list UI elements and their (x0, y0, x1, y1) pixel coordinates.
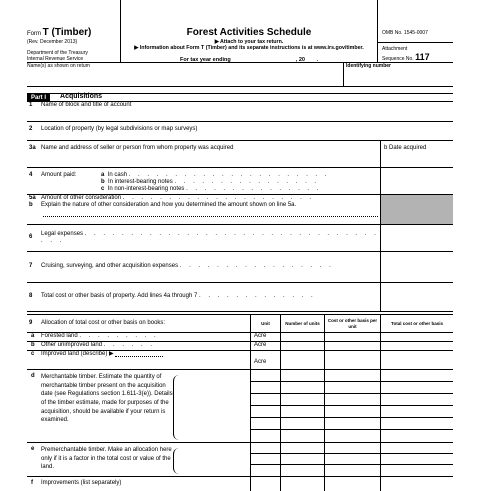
line-9c-cost[interactable] (324, 351, 380, 369)
omb-block (377, 0, 453, 62)
line-4a: a In cash . . . . . . . . . . . . . . . . . . . . . . (101, 172, 330, 178)
line-5: 5a Amount of other consideration . . . . . . . . . . . . . . . . . . . . . b Explain the nature of other consideration and how you determined the amount shown on line 5a. (27, 195, 453, 225)
form-title: Forest Activities Schedule (186, 27, 312, 38)
line-3: 3a Name and address of seller or person from whom property was acquired b Date acquired (27, 141, 453, 168)
brace-icon (173, 448, 181, 474)
line-7: 7 Cruising, surveying, and other acquisition expenses . . . . . . . . . . . . . . . . . (27, 252, 453, 283)
line-9a: a Forested land . . . . . . . . . Acre (27, 333, 453, 342)
line-9-header: 9 Allocation of total cost or other basis on books: Unit Number of units Cost or other basis per unit Total cost or other basis (27, 314, 453, 333)
attachment-sequence: Attachment Sequence No. 117 (382, 46, 430, 62)
line-4b: b In interest-bearing notes . . . . . . . . . . . . . . . . (101, 179, 320, 186)
irs-label: Internal Revenue Service (27, 56, 84, 62)
line-5b-explain-field[interactable] (43, 213, 378, 217)
line-9c-total[interactable] (380, 351, 453, 369)
line-9b-cost[interactable] (324, 342, 380, 350)
line-9f-grid[interactable] (250, 477, 453, 491)
line-9a-cost[interactable] (324, 333, 380, 341)
col-number-of-units: Number of units (280, 315, 324, 332)
seller-field[interactable]: Name and address of seller or person from whom property was acquired (41, 145, 234, 151)
line-8-amount[interactable] (380, 283, 453, 311)
line-5a: Amount of other consideration . . . . . . . . . . . . . . . . . . . . . (41, 195, 315, 201)
date-acquired-field[interactable]: b Date acquired (380, 141, 453, 167)
form-number: Form T (Timber) (27, 27, 92, 38)
line-9e: e Premerchantable timber. Make an allocation here only if it is a factor in the total cost or value of the land. (27, 443, 453, 477)
line-5b: Explain the nature of other consideration and how you determined the amount shown on line 5a. (41, 202, 297, 209)
dept-treasury: Department of the Treasury (27, 50, 88, 56)
line-9d: d Merchantable timber. Estimate the quantity of merchantable timber present on the acquisition date (see Regulations section 1.611-3(e)). Details of the timber estimate, made for purposes of the acquisition, should be available if your return is examined. (27, 370, 453, 443)
line-8: 8 Total cost or other basis of property. Add lines 4a through 7 . . . . . . . . . . . . . (27, 283, 453, 312)
line-4: 4 Amount paid: a In cash . . . . . . . . . . . . . . . . . . . . . . b In interest-bearing notes . . . . . . . . . . . . . . . . c In non-interest-bearing notes . . . . . . . . . . . . . . . (27, 168, 453, 195)
line-9c-describe-field[interactable] (115, 351, 163, 357)
line-9b-total[interactable] (380, 342, 453, 350)
line-9b: b Other unimproved land . . . . . . Acre (27, 342, 453, 351)
tax-year-line: For tax year ending , 20 . (179, 56, 319, 63)
line-4-amount[interactable] (380, 168, 453, 194)
line-9a-units[interactable] (280, 333, 324, 341)
form-title-block (121, 0, 377, 62)
line-4c: c In non-interest-bearing notes . . . . . . . . . . . . . . . (101, 186, 322, 193)
revision-date: (Rev. December 2013) (27, 39, 78, 45)
form-header (27, 0, 453, 63)
line-9c: c Improved land (describe) ▶ Acre (27, 351, 453, 370)
info-instruction: ▶ Information about Form T (Timber) and its separate instructions is at www.irs.gov/timber. (134, 45, 364, 52)
form-id-block (27, 0, 121, 62)
line-6-amount[interactable] (380, 225, 453, 251)
col-unit: Unit (250, 315, 280, 332)
name-row (27, 63, 453, 87)
line-9c-units[interactable] (280, 351, 324, 369)
line-1[interactable]: 1 Name of block and title of account (27, 102, 453, 122)
brace-icon (173, 375, 181, 440)
part-header (27, 93, 453, 102)
omb-number: OMB No. 1545-0007 (378, 30, 453, 43)
col-cost-per-unit: Cost or other basis per unit (324, 315, 380, 332)
line-6: 6 Legal expenses . . . . . . . . . . . . . . . . . . . . . . . . . . . . . . . . . . . (27, 225, 453, 252)
name-field[interactable]: Name(s) as shown on return (27, 63, 91, 69)
line-7-amount[interactable] (380, 252, 453, 282)
col-total-cost: Total cost or other basis (380, 315, 453, 332)
line-9a-total[interactable] (380, 333, 453, 341)
identifying-number-field[interactable]: Identifying number (343, 63, 453, 86)
line-2[interactable]: 2 Location of property (by legal subdivisions or map surveys) (27, 122, 453, 141)
line-9e-grid[interactable] (250, 443, 453, 476)
part-title: Acquisitions (60, 93, 103, 101)
line-9b-units[interactable] (280, 342, 324, 350)
line-9d-grid[interactable] (250, 370, 453, 442)
part-label: Part I (27, 94, 50, 102)
attach-instruction: ▶ Attach to your tax return. (214, 39, 284, 45)
line-9f: f Improvements (list separately) (27, 477, 453, 491)
line-5-shaded-cell (380, 195, 453, 224)
